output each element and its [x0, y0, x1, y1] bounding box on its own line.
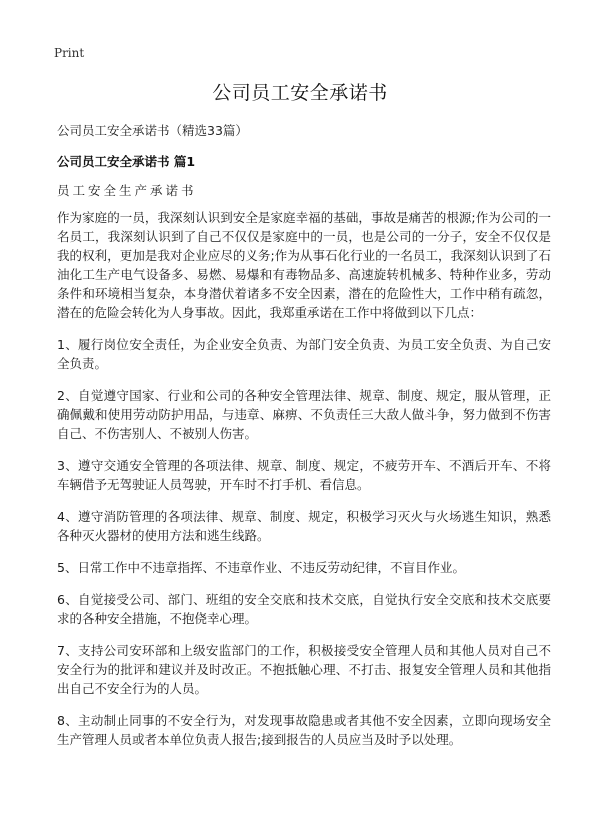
- paragraph-item-6: 6、自觉接受公司、部门、班组的安全交底和技术交底，自觉执行安全交底和技术交底要求的各种安全措施，不抱侥幸心理。: [57, 592, 551, 626]
- section-subheading: 员工安全生产承诺书: [57, 183, 197, 198]
- print-label: Print: [54, 46, 85, 60]
- document-body: [57, 208, 551, 762]
- document-title: 公司员工安全承诺书: [212, 82, 388, 104]
- paragraph-item-3: 3、遵守交通安全管理的各项法律、规章、制度、规定，不疲劳开车、不酒后开车、不将车辆借予无驾驶证人员驾驶，开车时不打手机、看信息。: [57, 458, 551, 492]
- paragraph-item-1: 1、履行岗位安全责任，为企业安全负责、为部门安全负责、为员工安全负责、为自己安全负责。: [57, 337, 551, 371]
- paragraph-item-7: 7、支持公司安环部和上级安监部门的工作，积极接受安全管理人员和其他人员对自己不安全行为的批评和建议并及时改正。不抱抵触心理、不打击、报复安全管理人员和其他指出自己不安全行为的人员。: [57, 643, 551, 696]
- paragraph-intro: 作为家庭的一员，我深刻认识到安全是家庭幸福的基础，事故是痛苦的根源;作为公司的一名员工，我深刻认识到了自己不仅仅是家庭中的一员，也是公司的一分子，安全不仅仅是我的权利，更加是我对企业应尽的义务;作为从事石化行业的一名员工，我深刻认识到了石油化工生产电气设备多、易燃、易爆和有毒物品多、高速旋转机械多、特种作业多，劳动条件和环境相当复杂，本身潜伏着诸多不安全因素，潜在的危险性大，工作中稍有疏忽，潜在的危险会转化为人身事故。因此，我郑重承诺在工作中将做到以下几点：: [57, 210, 551, 320]
- document-subtitle: 公司员工安全承诺书（精选33篇）: [57, 123, 248, 138]
- paragraph-item-2: 2、自觉遵守国家、行业和公司的各种安全管理法律、规章、制度、规定，服从管理，正确佩戴和使用劳动防护用品，与违章、麻痹、不负责任三大敌人做斗争，努力做到不伤害自己、不伤害别人、不被别人伤害。: [57, 388, 551, 441]
- paragraph-item-4: 4、遵守消防管理的各项法律、规章、制度、规定，积极学习灭火与火场逃生知识，熟悉各种灭火器材的使用方法和逃生线路。: [57, 509, 551, 543]
- section-heading: 公司员工安全承诺书 篇1: [57, 154, 196, 169]
- paragraph-item-5: 5、日常工作中不违章指挥、不违章作业、不违反劳动纪律，不盲目作业。: [57, 560, 465, 575]
- paragraph-item-8: 8、主动制止同事的不安全行为，对发现事故隐患或者其他不安全因素，立即向现场安全生产管理人员或者本单位负责人报告;接到报告的人员应当及时予以处理。: [57, 713, 551, 747]
